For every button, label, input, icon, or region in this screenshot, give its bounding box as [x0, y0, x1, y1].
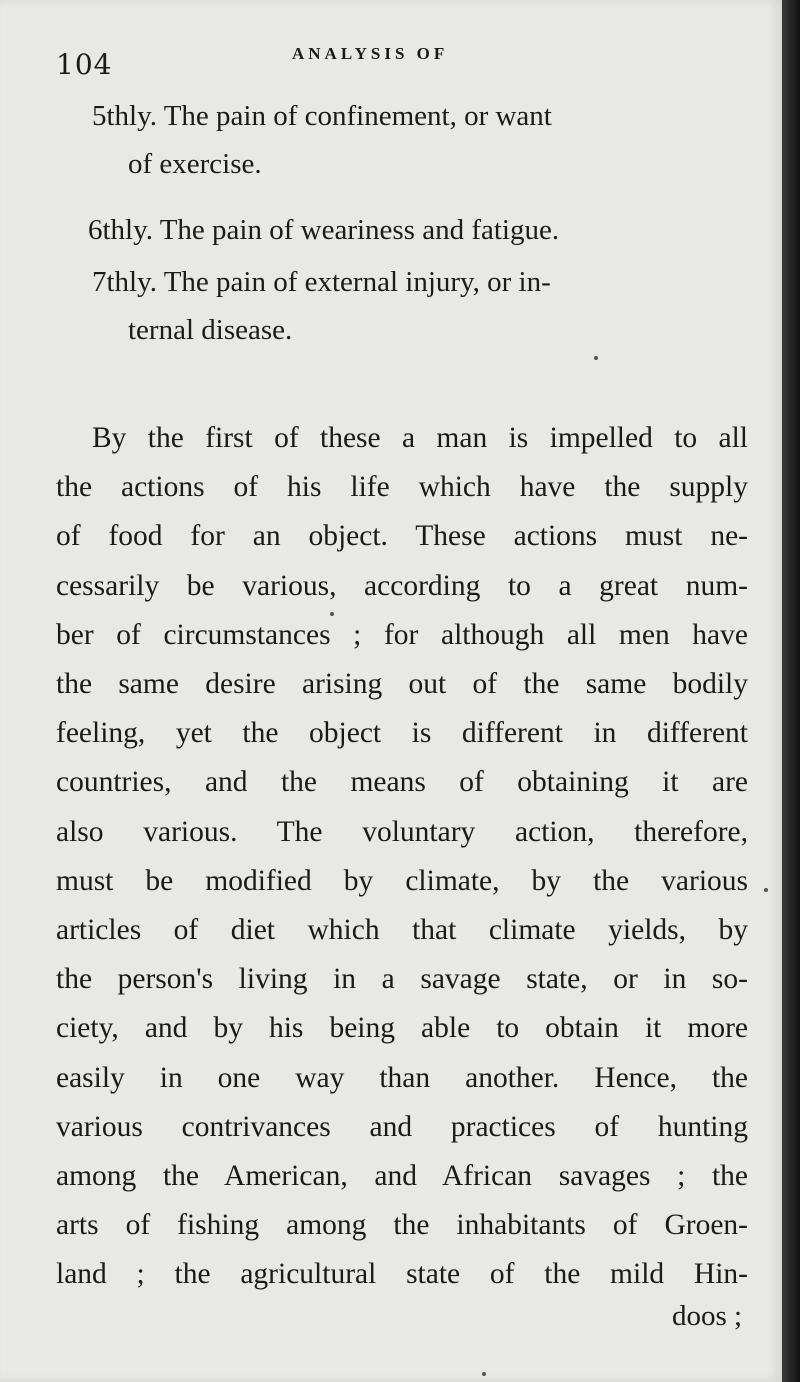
body-paragraph: [56, 414, 748, 1300]
page-edge-shadow: [782, 0, 800, 1382]
ink-speck: [330, 612, 334, 616]
paragraph-line: feeling, yet the object is different in different: [56, 717, 748, 750]
paragraph-line: easily in one way than another. Hence, the: [56, 1061, 748, 1094]
ink-speck: [594, 356, 598, 360]
running-title: ANALYSIS OF: [292, 44, 449, 63]
paragraph-line: the same desire arising out of the same bodily: [56, 668, 748, 701]
paragraph-line: among the American, and African savages ; the: [56, 1160, 748, 1193]
list-item: [92, 258, 744, 354]
list-item-continuation: ternal disease.: [128, 314, 293, 346]
list-item-continuation: of exercise.: [128, 148, 262, 180]
list-item-line: 5thly. The pain of confinement, or want: [92, 100, 552, 132]
list-item-line: 6thly. The pain of weariness and fatigue.: [88, 214, 560, 246]
page-number: 104: [56, 48, 113, 81]
enumerated-list: [0, 92, 782, 354]
paragraph-line: various contrivances and practices of hunting: [56, 1110, 748, 1143]
paragraph-line: ber of circumstances ; for although all men have: [56, 618, 748, 651]
running-head: [56, 40, 756, 80]
paragraph-line: articles of diet which that climate yields, by: [56, 914, 748, 947]
paragraph-line: countries, and the means of obtaining it are: [56, 766, 748, 799]
paragraph-line: By the first of these a man is impelled to all: [92, 422, 748, 454]
ink-speck: [764, 888, 768, 892]
ink-speck: [482, 1372, 486, 1376]
list-item: [92, 92, 744, 188]
paragraph-line: cessarily be various, according to a great num-: [56, 569, 748, 602]
paragraph-line: the person's living in a savage state, or in so-: [56, 963, 748, 996]
list-item-line: 7thly. The pain of external injury, or in-: [92, 266, 551, 298]
paragraph-line: land ; the agricultural state of the mild Hin-: [56, 1258, 748, 1291]
catchword: doos ;: [672, 1300, 743, 1332]
paragraph-line: ciety, and by his being able to obtain it more: [56, 1012, 748, 1045]
paragraph-line: also various. The voluntary action, therefore,: [56, 815, 748, 848]
paragraph-line: must be modified by climate, by the various: [56, 864, 748, 897]
paragraph-line: the actions of his life which have the supply: [56, 471, 748, 504]
paragraph-line: arts of fishing among the inhabitants of Groen-: [56, 1209, 748, 1242]
paragraph-line: of food for an object. These actions must ne-: [56, 520, 748, 553]
list-item: [88, 206, 740, 254]
